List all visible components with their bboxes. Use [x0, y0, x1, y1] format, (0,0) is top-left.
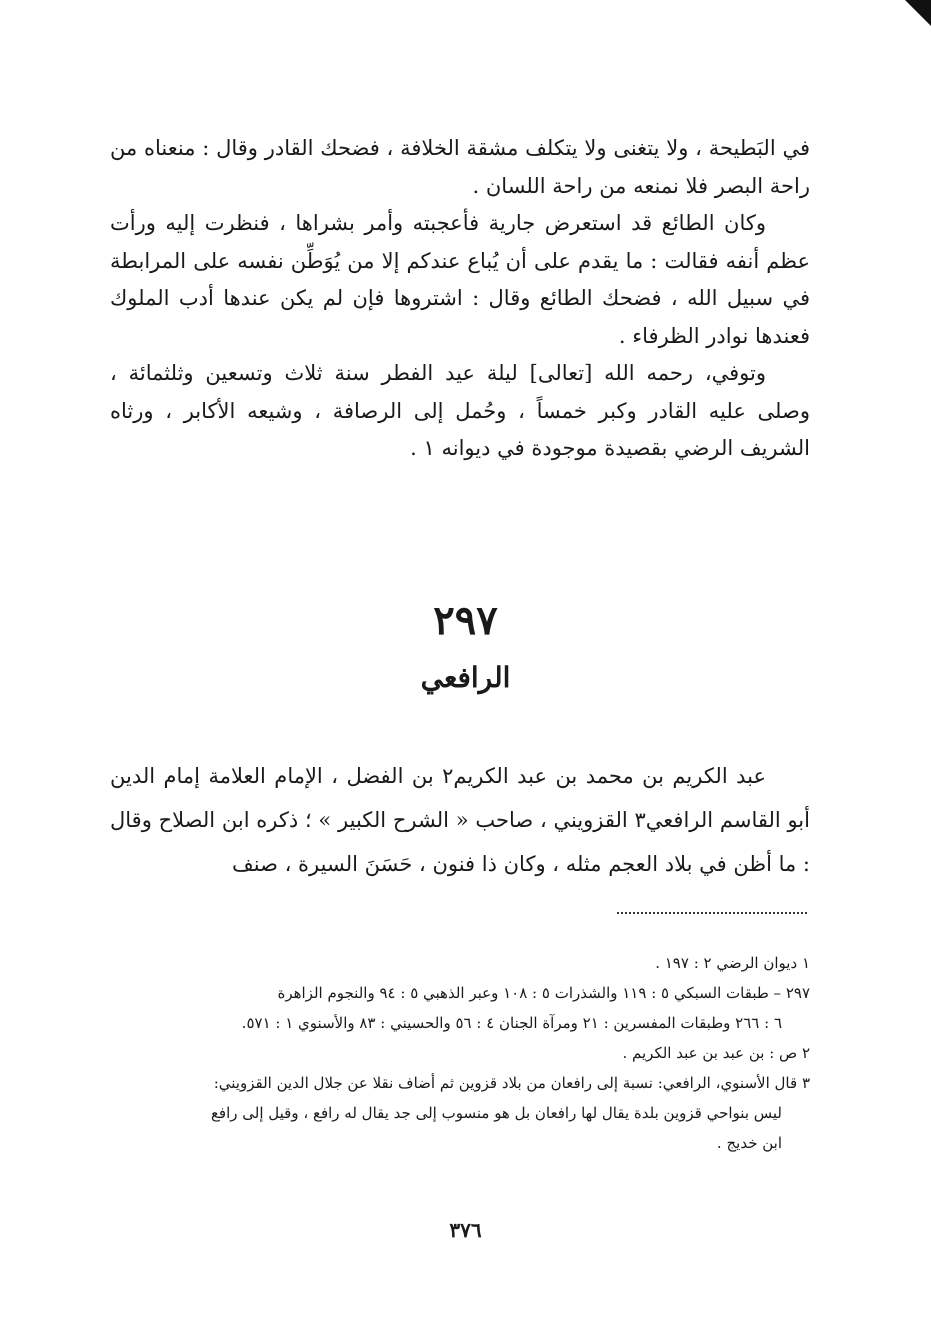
footnote-divider	[617, 912, 807, 914]
entry-text	[110, 754, 810, 886]
footnote: ٣ قال الأسنوي، الرافعي: نسبة إلى رافعان من بلاد قزوين ثم أضاف نقلا عن جلال الدين القزويني:	[213, 1074, 810, 1092]
body-text	[110, 130, 810, 468]
footnote: ١ ديوان الرضي ٢ : ١٩٧ .	[655, 954, 810, 972]
footnote: ٢٩٧ – طبقات السبكي ٥ : ١١٩ والشذرات ٥ : ١٠٨ وعبر الذهبي ٥ : ٩٤ والنجوم الزاهرة	[277, 984, 810, 1002]
footnote: ٢ ص : بن عبد بن عبد الكريم .	[622, 1044, 810, 1062]
paragraph: وكان الطائع قد استعرض جارية فأعجبته وأمر بشراها ، فنظرت إليه ورأت عظم أنفه فقالت : ما يقدم على أن يُباع عندكم إلا من يُوَطِّن نفسه على المرابطة في سبيل الله ، فضحك الطائع وقال : اشتروها فإن لم يكن عندها أدب الملوك فعندها نوادر الظرفاء .	[110, 211, 810, 348]
footnote: ليس بنواحي قزوين بلدة يقال لها رافعان بل هو منسوب إلى جد يقال له رافع ، وقيل إلى رافع	[210, 1104, 782, 1122]
entry-number: ٢٩٧	[433, 597, 498, 644]
footnote: ٦ : ٢٦٦ وطبقات المفسرين : ٢١ ومرآة الجنان ٤ : ٥٦ والحسيني : ٨٣ والأسنوي ١ : ٥٧١.	[241, 1014, 782, 1032]
paragraph: عبد الكريم بن محمد بن عبد الكريم٢ بن الفضل ، الإمام العلامة إمام الدين أبو القاسم الرافعي٣ القزويني ، صاحب « الشرح الكبير » ؛ ذكره ابن الصلاح وقال : ما أظن في بلاد العجم مثله ، وكان ذا فنون ، حَسَنَ السيرة ، صنف	[110, 764, 810, 876]
corner-mark	[905, 0, 931, 26]
paragraph: وتوفي، رحمه الله [تعالى] ليلة عيد الفطر سنة ثلاث وتسعين وثلثمائة ، وصلى عليه القادر وكبر خمساً ، وحُمل إلى الرصافة ، وشيعه الأكابر ، ورثاه الشريف الرضي بقصيدة موجودة في ديوانه ١ .	[110, 361, 810, 460]
page-number: ٣٧٦	[449, 1218, 482, 1242]
footnotes	[110, 948, 810, 1158]
entry-title: الرافعي	[420, 661, 511, 694]
paragraph: في البَطيحة ، ولا يتغنى ولا يتكلف مشقة الخلافة ، فضحك القادر وقال : منعناه من راحة البصر فلا نمنعه من راحة اللسان .	[110, 136, 810, 198]
footnote: ابن خديج .	[716, 1134, 782, 1152]
